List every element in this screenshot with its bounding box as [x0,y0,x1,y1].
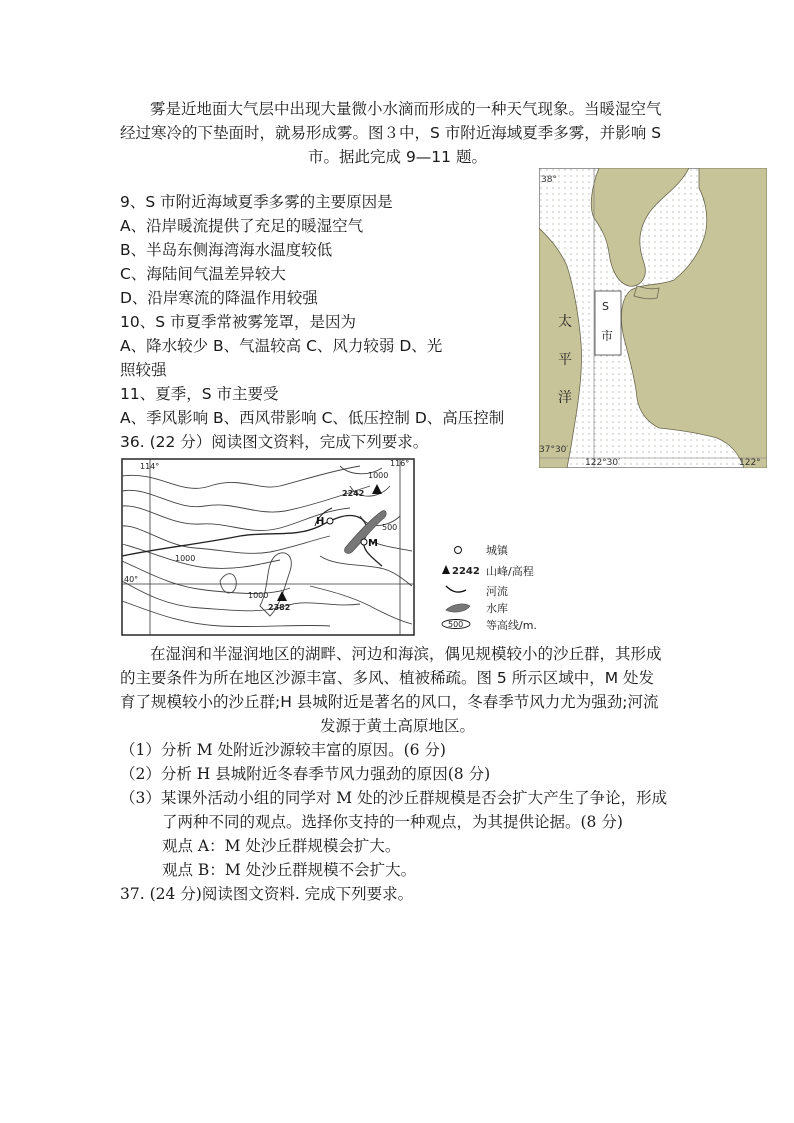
lon-116-label: 116° [390,459,410,468]
q10-stem: 10、S 市夏季常被雾笼罩，是因为 [120,313,356,331]
lat-37-30-label: 37°30′ [539,445,569,455]
legend-peak-icon [442,565,450,574]
peak2-label: 2382 [268,603,291,612]
contour-1000-label-b: 1000 [175,554,196,563]
town-h-icon [327,518,333,524]
peak1-label: 2242 [342,489,365,498]
contour-1000-label-c: 1000 [248,591,269,600]
legend-river-icon [446,586,466,592]
q37-stem: 37. (24 分)阅读图文资料. 完成下列要求。 [120,885,414,903]
q9-option-c: C、海陆间气温差异较大 [120,265,286,283]
legend-reservoir-label: 水库 [486,602,508,615]
intro-line-1: 雾是近地面大气层中出现大量微小水滴而形成的一种天气现象。当暖湿空气 [150,100,662,118]
legend-town-icon [455,547,462,554]
legend-reservoir-icon [446,604,470,612]
q36-sub-2: （2）分析 H 县城附近冬春季节风力强劲的原因(8 分) [120,765,491,783]
legend-town-label: 城镇 [486,544,508,557]
town-h-label: H [316,516,325,527]
q9-option-d: D、沿岸寒流的降温作用较强 [120,289,318,307]
town-m-label: M [368,538,378,549]
contour-1000-label-a: 1000 [368,471,389,480]
intro-line-2: 经过寒冷的下垫面时，就易形成雾。图３中，S 市附近海域夏季多雾，并影响 S [120,124,662,142]
lon-122-label: 122° [739,458,761,468]
q36-passage-line-3: 育了规模较小的沙丘群;H 县城附近是著名的风口，冬春季节风力尤为强劲;河流 [120,693,659,711]
q11-options: A、季风影响 B、西风带影响 C、低压控制 D、高压控制 [120,409,505,427]
q36-sub-1: （1）分析 M 处附近沙源较丰富的原因。(6 分) [120,741,446,759]
legend-river-label: 河流 [486,585,508,598]
q10-options: A、降水较少 B、气温较高 C、风力较弱 D、光 [120,337,443,355]
figure-5-legend [440,540,580,630]
q9-option-b: B、半岛东侧海湾海水温度较低 [120,241,333,259]
legend-peak-value: 2242 [452,566,480,577]
intro-line-3: 市。据此完成 9—11 题。 [308,148,487,166]
figure-5-map [120,456,420,636]
legend-contour-label: 等高线/m. [486,619,537,630]
q36-passage-line-4: 发源于黄土高原地区。 [319,717,475,735]
q36-view-a: 观点 A：M 处沙丘群规模会扩大。 [162,837,401,855]
q36-passage-line-2: 的主要条件为所在地区沙源丰富、多风、植被稀疏。图 5 所示区域中，M 处发 [120,669,655,687]
figure-3-map [539,168,767,468]
q36-passage-line-1: 在湿润和半湿润地区的湖畔、河边和海滨，偶见规模较小的沙丘群，其形成 [150,645,662,663]
lat-38-label: 38° [541,175,557,185]
q10-options-cont: 照较强 [120,361,167,379]
lon-122-30-label: 122°30′ [585,458,621,468]
legend-contour-value: 500 [448,620,464,629]
q36-sub-3-line-1: （3）某课外活动小组的同学对 M 处的沙丘群规模是否会扩大产生了争论，形成 [120,789,668,807]
lat-40-label: 40° [124,575,139,584]
contour-500-label: 500 [382,523,398,532]
q36-stem: 36. (22 分）阅读图文资料，完成下列要求。 [120,433,429,451]
lon-114-label: 114° [140,462,160,471]
ocean-label-2: 平 [558,352,572,368]
ocean-label-1: 太 [558,314,572,330]
city-s-label: 市 [601,329,614,343]
town-m-icon [361,539,367,545]
q9-option-a: A、沿岸暖流提供了充足的暖湿空气 [120,217,364,235]
q11-stem: 11、夏季，S 市主要受 [120,385,279,403]
q36-view-b: 观点 B：M 处沙丘群规模不会扩大。 [162,861,417,879]
q9-stem: 9、S 市附近海域夏季多雾的主要原因是 [120,193,393,211]
q36-sub-3-line-2: 了两种不同的观点。选择你支持的一种观点，为其提供论据。(8 分) [162,813,623,831]
legend-peak-label: 山峰/高程 [486,565,534,578]
city-s-letter: S [602,300,609,313]
ocean-label-3: 洋 [558,390,572,406]
